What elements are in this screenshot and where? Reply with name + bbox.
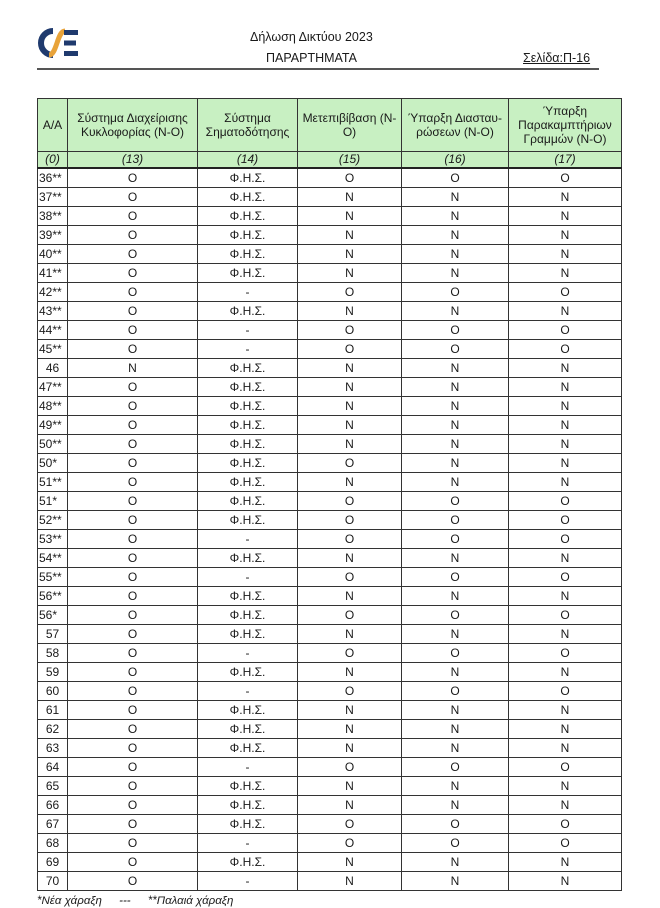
table-row (38, 435, 622, 454)
footnote-separator: --- (119, 895, 131, 907)
crossings-cell: Ο (402, 815, 509, 834)
table-row (38, 378, 622, 397)
crossings-cell: Ν (402, 435, 509, 454)
transfer-cell: Ν (298, 207, 402, 226)
signalling-system-cell: Φ.Η.Σ. (198, 264, 298, 283)
column-code: (16) (402, 152, 509, 169)
traffic-management-cell: Ο (68, 416, 198, 435)
traffic-management-cell: Ο (68, 853, 198, 872)
signalling-system-cell: - (198, 321, 298, 340)
crossings-cell: Ο (402, 340, 509, 359)
crossings-cell: Ν (402, 359, 509, 378)
row-number-cell: 67 (38, 815, 68, 834)
footnote-new-alignment: *Νέα χάραξη (37, 895, 102, 907)
table-row (38, 264, 622, 283)
traffic-management-cell: Ο (68, 473, 198, 492)
row-number-cell: 58 (38, 644, 68, 663)
crossings-cell: Ο (402, 758, 509, 777)
crossings-cell: Ο (402, 530, 509, 549)
traffic-management-cell: Ν (68, 359, 198, 378)
row-number-cell: 63 (38, 739, 68, 758)
crossings-cell: Ν (402, 454, 509, 473)
sidings-cell: Ν (509, 302, 622, 321)
signalling-system-cell: Φ.Η.Σ. (198, 606, 298, 625)
row-number-cell: 50** (38, 435, 68, 454)
table-row (38, 720, 622, 739)
traffic-management-cell: Ο (68, 549, 198, 568)
table-row (38, 758, 622, 777)
crossings-cell: Ν (402, 207, 509, 226)
traffic-management-cell: Ο (68, 587, 198, 606)
traffic-management-cell: Ο (68, 701, 198, 720)
signalling-system-cell: Φ.Η.Σ. (198, 701, 298, 720)
crossings-cell: Ν (402, 302, 509, 321)
row-number-cell: 56* (38, 606, 68, 625)
row-number-cell: 57 (38, 625, 68, 644)
transfer-cell: Ο (298, 644, 402, 663)
crossings-cell: Ο (402, 834, 509, 853)
table-row (38, 397, 622, 416)
crossings-cell: Ν (402, 245, 509, 264)
crossings-cell: Ν (402, 739, 509, 758)
table-row (38, 872, 622, 891)
section-title: ΠΑΡΑΡΤΗΜΑΤΑ (266, 51, 357, 65)
sidings-cell: Ν (509, 777, 622, 796)
sidings-cell: Ο (509, 511, 622, 530)
sidings-cell: Ν (509, 435, 622, 454)
row-number-cell: 45** (38, 340, 68, 359)
sidings-cell: Ν (509, 720, 622, 739)
signalling-system-cell: Φ.Η.Σ. (198, 454, 298, 473)
transfer-cell: Ν (298, 625, 402, 644)
table-row (38, 834, 622, 853)
sidings-cell: Ο (509, 168, 622, 188)
row-number-cell: 68 (38, 834, 68, 853)
transfer-cell: Ν (298, 302, 402, 321)
table-row (38, 625, 622, 644)
signalling-system-cell: Φ.Η.Σ. (198, 853, 298, 872)
sidings-cell: Ο (509, 321, 622, 340)
crossings-cell: Ν (402, 701, 509, 720)
transfer-cell: Ν (298, 853, 402, 872)
signalling-system-cell: Φ.Η.Σ. (198, 739, 298, 758)
row-number-cell: 65 (38, 777, 68, 796)
table-row (38, 796, 622, 815)
crossings-cell: Ν (402, 549, 509, 568)
stations-table (37, 98, 622, 891)
transfer-cell: Ν (298, 872, 402, 891)
table-row (38, 207, 622, 226)
traffic-management-cell: Ο (68, 796, 198, 815)
signalling-system-cell: Φ.Η.Σ. (198, 777, 298, 796)
signalling-system-cell: Φ.Η.Σ. (198, 796, 298, 815)
traffic-management-cell: Ο (68, 834, 198, 853)
table-row (38, 168, 622, 188)
table-row (38, 682, 622, 701)
transfer-cell: Ο (298, 321, 402, 340)
sidings-cell: Ν (509, 739, 622, 758)
sidings-cell: Ο (509, 340, 622, 359)
row-number-cell: 42** (38, 283, 68, 302)
signalling-system-cell: - (198, 682, 298, 701)
table-row (38, 454, 622, 473)
table-row (38, 340, 622, 359)
crossings-cell: Ο (402, 568, 509, 587)
row-number-cell: 51** (38, 473, 68, 492)
traffic-management-cell: Ο (68, 283, 198, 302)
crossings-cell: Ο (402, 321, 509, 340)
row-number-cell: 44** (38, 321, 68, 340)
transfer-cell: Ο (298, 606, 402, 625)
row-number-cell: 49** (38, 416, 68, 435)
sidings-cell: Ν (509, 853, 622, 872)
transfer-cell: Ν (298, 701, 402, 720)
table-row (38, 245, 622, 264)
traffic-management-cell: Ο (68, 530, 198, 549)
column-code: (14) (198, 152, 298, 169)
row-number-cell: 60 (38, 682, 68, 701)
column-code: (15) (298, 152, 402, 169)
column-code-row (38, 152, 622, 169)
sidings-cell: Ν (509, 701, 622, 720)
sidings-cell: Ν (509, 359, 622, 378)
sidings-cell: Ν (509, 454, 622, 473)
row-number-cell: 51* (38, 492, 68, 511)
crossings-cell: Ν (402, 663, 509, 682)
traffic-management-cell: Ο (68, 568, 198, 587)
table-row (38, 511, 622, 530)
column-header: Ύπαρξη Παρακαμπτήριων Γραμμών (Ν-Ο) (509, 99, 622, 152)
sidings-cell: Ο (509, 568, 622, 587)
signalling-system-cell: Φ.Η.Σ. (198, 492, 298, 511)
column-header: Ύπαρξη Διασταυ-ρώσεων (Ν-Ο) (402, 99, 509, 152)
transfer-cell: Ν (298, 397, 402, 416)
crossings-cell: Ν (402, 777, 509, 796)
sidings-cell: Ο (509, 758, 622, 777)
signalling-system-cell: Φ.Η.Σ. (198, 549, 298, 568)
signalling-system-cell: - (198, 283, 298, 302)
row-number-cell: 39** (38, 226, 68, 245)
crossings-cell: Ο (402, 644, 509, 663)
transfer-cell: Ν (298, 720, 402, 739)
row-number-cell: 37** (38, 188, 68, 207)
crossings-cell: Ν (402, 720, 509, 739)
row-number-cell: 69 (38, 853, 68, 872)
signalling-system-cell: Φ.Η.Σ. (198, 663, 298, 682)
footnote (37, 894, 621, 908)
traffic-management-cell: Ο (68, 378, 198, 397)
signalling-system-cell: Φ.Η.Σ. (198, 587, 298, 606)
crossings-cell: Ν (402, 378, 509, 397)
document-title: Δήλωση Δικτύου 2023 (250, 30, 373, 44)
table-row (38, 226, 622, 245)
table-row (38, 302, 622, 321)
table-row (38, 853, 622, 872)
signalling-system-cell: Φ.Η.Σ. (198, 511, 298, 530)
sidings-cell: Ν (509, 264, 622, 283)
column-header: Σύστημα Σηματοδότησης (198, 99, 298, 152)
transfer-cell: Ν (298, 663, 402, 682)
sidings-cell: Ν (509, 397, 622, 416)
table-row (38, 492, 622, 511)
column-code: (0) (38, 152, 68, 169)
traffic-management-cell: Ο (68, 454, 198, 473)
transfer-cell: Ν (298, 739, 402, 758)
crossings-cell: Ο (402, 511, 509, 530)
transfer-cell: Ο (298, 682, 402, 701)
traffic-management-cell: Ο (68, 226, 198, 245)
table-row (38, 815, 622, 834)
row-number-cell: 36** (38, 168, 68, 188)
column-code: (17) (509, 152, 622, 169)
signalling-system-cell: Φ.Η.Σ. (198, 378, 298, 397)
signalling-system-cell: - (198, 872, 298, 891)
table-row (38, 530, 622, 549)
signalling-system-cell: Φ.Η.Σ. (198, 473, 298, 492)
row-number-cell: 61 (38, 701, 68, 720)
row-number-cell: 47** (38, 378, 68, 397)
crossings-cell: Ν (402, 796, 509, 815)
crossings-cell: Ο (402, 168, 509, 188)
sidings-cell: Ν (509, 226, 622, 245)
transfer-cell: Ν (298, 226, 402, 245)
sidings-cell: Ν (509, 473, 622, 492)
traffic-management-cell: Ο (68, 872, 198, 891)
row-number-cell: 48** (38, 397, 68, 416)
table-row (38, 188, 622, 207)
row-number-cell: 53** (38, 530, 68, 549)
table-row (38, 587, 622, 606)
signalling-system-cell: Φ.Η.Σ. (198, 188, 298, 207)
crossings-cell: Ν (402, 188, 509, 207)
transfer-cell: Ν (298, 587, 402, 606)
traffic-management-cell: Ο (68, 492, 198, 511)
table-row (38, 283, 622, 302)
traffic-management-cell: Ο (68, 302, 198, 321)
transfer-cell: Ο (298, 530, 402, 549)
traffic-management-cell: Ο (68, 340, 198, 359)
sidings-cell: Ο (509, 644, 622, 663)
traffic-management-cell: Ο (68, 511, 198, 530)
row-number-cell: 62 (38, 720, 68, 739)
crossings-cell: Ο (402, 606, 509, 625)
row-number-cell: 64 (38, 758, 68, 777)
row-number-cell: 46 (38, 359, 68, 378)
traffic-management-cell: Ο (68, 720, 198, 739)
transfer-cell: Ο (298, 168, 402, 188)
crossings-cell: Ν (402, 264, 509, 283)
row-number-cell: 52** (38, 511, 68, 530)
transfer-cell: Ν (298, 416, 402, 435)
sidings-cell: Ν (509, 245, 622, 264)
row-number-cell: 66 (38, 796, 68, 815)
crossings-cell: Ο (402, 492, 509, 511)
signalling-system-cell: - (198, 758, 298, 777)
table-row (38, 416, 622, 435)
transfer-cell: Ν (298, 359, 402, 378)
signalling-system-cell: Φ.Η.Σ. (198, 226, 298, 245)
traffic-management-cell: Ο (68, 777, 198, 796)
crossings-cell: Ν (402, 416, 509, 435)
signalling-system-cell: - (198, 340, 298, 359)
crossings-cell: Ν (402, 226, 509, 245)
page-number: Σελίδα:Π-16 (523, 51, 591, 65)
column-header: Α/Α (38, 99, 68, 152)
sidings-cell: Ο (509, 815, 622, 834)
sidings-cell: Ν (509, 416, 622, 435)
sidings-cell: Ν (509, 549, 622, 568)
traffic-management-cell: Ο (68, 682, 198, 701)
transfer-cell: Ο (298, 758, 402, 777)
transfer-cell: Ο (298, 815, 402, 834)
sidings-cell: Ν (509, 188, 622, 207)
traffic-management-cell: Ο (68, 758, 198, 777)
table-row (38, 644, 622, 663)
row-number-cell: 38** (38, 207, 68, 226)
crossings-cell: Ν (402, 853, 509, 872)
traffic-management-cell: Ο (68, 663, 198, 682)
transfer-cell: Ο (298, 568, 402, 587)
signalling-system-cell: Φ.Η.Σ. (198, 397, 298, 416)
sidings-cell: Ν (509, 796, 622, 815)
signalling-system-cell: Φ.Η.Σ. (198, 416, 298, 435)
signalling-system-cell: Φ.Η.Σ. (198, 245, 298, 264)
traffic-management-cell: Ο (68, 644, 198, 663)
row-number-cell: 50* (38, 454, 68, 473)
sidings-cell: Ν (509, 663, 622, 682)
signalling-system-cell: Φ.Η.Σ. (198, 435, 298, 454)
transfer-cell: Ν (298, 435, 402, 454)
transfer-cell: Ν (298, 264, 402, 283)
header-rule (37, 68, 599, 70)
row-number-cell: 41** (38, 264, 68, 283)
transfer-cell: Ν (298, 245, 402, 264)
sidings-cell: Ν (509, 872, 622, 891)
signalling-system-cell: - (198, 644, 298, 663)
table-row (38, 473, 622, 492)
traffic-management-cell: Ο (68, 264, 198, 283)
table-row (38, 777, 622, 796)
signalling-system-cell: - (198, 834, 298, 853)
crossings-cell: Ν (402, 587, 509, 606)
crossings-cell: Ν (402, 473, 509, 492)
traffic-management-cell: Ο (68, 168, 198, 188)
column-header-row (38, 99, 622, 152)
sidings-cell: Ν (509, 625, 622, 644)
signalling-system-cell: Φ.Η.Σ. (198, 168, 298, 188)
row-number-cell: 55** (38, 568, 68, 587)
table-body (38, 168, 622, 891)
signalling-system-cell: Φ.Η.Σ. (198, 207, 298, 226)
traffic-management-cell: Ο (68, 815, 198, 834)
signalling-system-cell: - (198, 530, 298, 549)
table-area (37, 98, 621, 908)
transfer-cell: Ν (298, 796, 402, 815)
crossings-cell: Ν (402, 397, 509, 416)
traffic-management-cell: Ο (68, 625, 198, 644)
transfer-cell: Ο (298, 492, 402, 511)
traffic-management-cell: Ο (68, 207, 198, 226)
table-row (38, 739, 622, 758)
transfer-cell: Ο (298, 283, 402, 302)
sidings-cell: Ο (509, 834, 622, 853)
transfer-cell: Ο (298, 454, 402, 473)
signalling-system-cell: Φ.Η.Σ. (198, 302, 298, 321)
sidings-cell: Ο (509, 530, 622, 549)
table-row (38, 321, 622, 340)
sidings-cell: Ν (509, 378, 622, 397)
crossings-cell: Ο (402, 283, 509, 302)
signalling-system-cell: Φ.Η.Σ. (198, 359, 298, 378)
signalling-system-cell: - (198, 568, 298, 587)
ose-logo (37, 26, 81, 60)
sidings-cell: Ο (509, 492, 622, 511)
crossings-cell: Ο (402, 682, 509, 701)
traffic-management-cell: Ο (68, 397, 198, 416)
traffic-management-cell: Ο (68, 188, 198, 207)
table-row (38, 359, 622, 378)
column-header: Μετεπιβίβαση (Ν-Ο) (298, 99, 402, 152)
row-number-cell: 56** (38, 587, 68, 606)
transfer-cell: Ν (298, 473, 402, 492)
traffic-management-cell: Ο (68, 321, 198, 340)
transfer-cell: Ν (298, 549, 402, 568)
traffic-management-cell: Ο (68, 606, 198, 625)
sidings-cell: Ο (509, 283, 622, 302)
sidings-cell: Ο (509, 682, 622, 701)
traffic-management-cell: Ο (68, 245, 198, 264)
crossings-cell: Ν (402, 872, 509, 891)
column-header: Σύστημα Διαχείρισης Κυκλοφορίας (Ν-Ο) (68, 99, 198, 152)
transfer-cell: Ν (298, 378, 402, 397)
transfer-cell: Ο (298, 511, 402, 530)
sidings-cell: Ν (509, 587, 622, 606)
traffic-management-cell: Ο (68, 739, 198, 758)
column-code: (13) (68, 152, 198, 169)
table-row (38, 701, 622, 720)
traffic-management-cell: Ο (68, 435, 198, 454)
row-number-cell: 40** (38, 245, 68, 264)
row-number-cell: 43** (38, 302, 68, 321)
sidings-cell: Ν (509, 207, 622, 226)
transfer-cell: Ο (298, 340, 402, 359)
row-number-cell: 54** (38, 549, 68, 568)
sidings-cell: Ο (509, 606, 622, 625)
table-row (38, 663, 622, 682)
table-row (38, 568, 622, 587)
transfer-cell: Ο (298, 834, 402, 853)
row-number-cell: 59 (38, 663, 68, 682)
signalling-system-cell: Φ.Η.Σ. (198, 625, 298, 644)
crossings-cell: Ν (402, 625, 509, 644)
table-row (38, 606, 622, 625)
signalling-system-cell: Φ.Η.Σ. (198, 720, 298, 739)
signalling-system-cell: Φ.Η.Σ. (198, 815, 298, 834)
transfer-cell: Ν (298, 188, 402, 207)
transfer-cell: Ν (298, 777, 402, 796)
row-number-cell: 70 (38, 872, 68, 891)
table-row (38, 549, 622, 568)
footnote-old-alignment: **Παλαιά χάραξη (147, 895, 234, 907)
